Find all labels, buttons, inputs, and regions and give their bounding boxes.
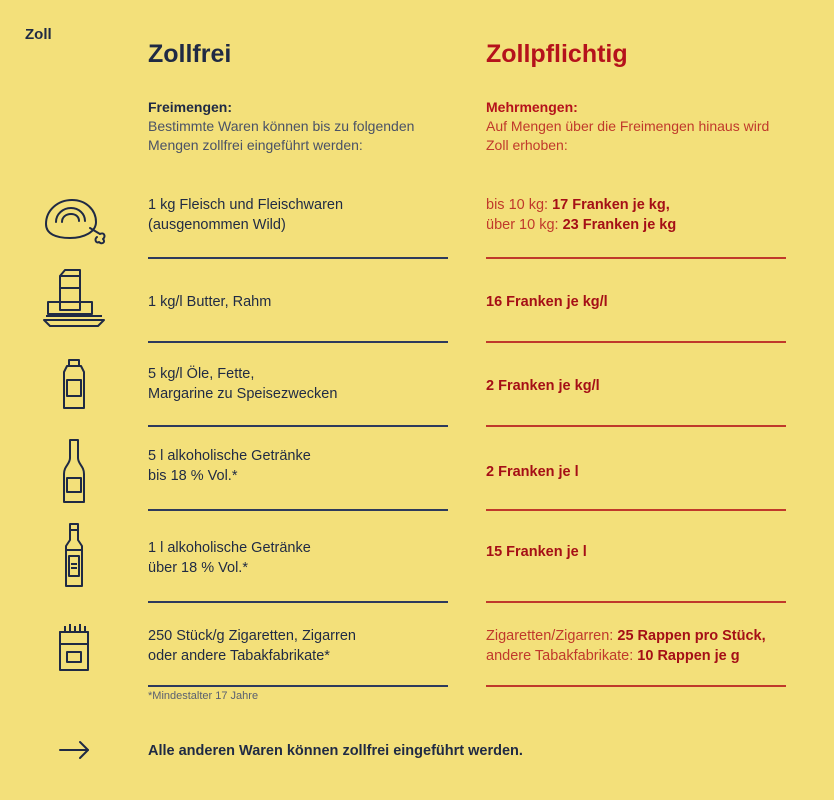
divider-right <box>486 685 786 687</box>
row-oil-left <box>148 364 448 404</box>
intro-mehrmengen <box>486 98 786 155</box>
bottom-note: Alle anderen Waren können zollfrei eingeführt werden. <box>148 743 523 759</box>
row-butter-left <box>148 292 448 312</box>
divider-left <box>148 257 448 259</box>
footnote: *Mindestalter 17 Jahre <box>148 690 259 702</box>
row-tobacco-right-value2: 10 Rappen je g <box>637 648 740 664</box>
row-wine-left-line2: bis 18 % Vol.* <box>148 468 238 484</box>
row-wine-left-line1: 5 l alkoholische Getränke <box>148 448 311 464</box>
butter-icon <box>38 266 110 338</box>
row-oil-left-line1: 5 kg/l Öle, Fette, <box>148 366 255 382</box>
row-butter-right-value1: 16 Franken je kg/l <box>486 294 608 310</box>
row-tobacco-left-line2: oder andere Tabakfabrikate* <box>148 648 330 664</box>
divider-right <box>486 341 786 343</box>
row-liquor-left-line1: 1 l alkoholische Getränke <box>148 540 311 556</box>
row-oil-right-value1: 2 Franken je kg/l <box>486 378 600 394</box>
row-butter-right <box>486 292 786 312</box>
oil-bottle-icon <box>38 352 110 424</box>
intro-mehrmengen-text: Auf Mengen über die Freimengen hinaus wird Zoll erhoben: <box>486 118 770 153</box>
row-liquor-left <box>148 538 448 578</box>
row-oil-right <box>486 376 786 396</box>
row-liquor-left-line2: über 18 % Vol.* <box>148 560 248 576</box>
heading-zollfrei: Zollfrei <box>148 40 232 68</box>
corner-label: Zoll <box>25 26 52 43</box>
row-tobacco-right-prefix2: andere Tabakfabrikate: <box>486 648 638 664</box>
row-wine-right <box>486 462 786 482</box>
row-meat-right <box>486 195 786 235</box>
intro-freimengen-title: Freimengen: <box>148 99 233 115</box>
arrow-right-icon <box>58 738 92 762</box>
row-tobacco-left-line1: 250 Stück/g Zigaretten, Zigarren <box>148 628 356 644</box>
divider-right <box>486 601 786 603</box>
wine-bottle-icon <box>38 436 110 508</box>
row-tobacco-right-prefix1: Zigaretten/Zigarren: <box>486 628 618 644</box>
divider-left <box>148 425 448 427</box>
meat-icon <box>38 184 110 256</box>
row-tobacco-right-value1: 25 Rappen pro Stück, <box>617 628 766 644</box>
intro-mehrmengen-title: Mehrmengen: <box>486 99 578 115</box>
row-tobacco-right <box>486 626 786 666</box>
row-meat-left-line2: (ausgenommen Wild) <box>148 217 286 233</box>
row-meat-left-line1: 1 kg Fleisch und Fleischwaren <box>148 197 344 213</box>
divider-left <box>148 685 448 687</box>
divider-left <box>148 601 448 603</box>
heading-zollpflichtig: Zollpflichtig <box>486 40 628 68</box>
row-tobacco-left <box>148 626 448 666</box>
intro-freimengen <box>148 98 448 155</box>
row-meat-left <box>148 195 448 235</box>
row-liquor-right-value1: 15 Franken je l <box>486 544 587 560</box>
divider-right <box>486 425 786 427</box>
row-liquor-right <box>486 542 786 562</box>
cigarette-pack-icon <box>38 614 110 686</box>
divider-right <box>486 257 786 259</box>
row-butter-left-line1: 1 kg/l Butter, Rahm <box>148 294 272 310</box>
intro-freimengen-text: Bestimmte Waren können bis zu folgenden Mengen zollfrei eingeführt werden: <box>148 118 415 153</box>
divider-left <box>148 341 448 343</box>
liquor-bottle-icon <box>38 520 110 592</box>
row-meat-right-value2: 23 Franken je kg <box>562 217 677 233</box>
row-wine-right-value1: 2 Franken je l <box>486 464 579 480</box>
divider-left <box>148 509 448 511</box>
row-meat-right-value1: 17 Franken je kg, <box>552 197 670 213</box>
row-meat-right-prefix2: über 10 kg: <box>486 217 563 233</box>
row-meat-right-prefix1: bis 10 kg: <box>486 197 553 213</box>
divider-right <box>486 509 786 511</box>
row-oil-left-line2: Margarine zu Speisezwecken <box>148 386 338 402</box>
row-wine-left <box>148 446 448 486</box>
